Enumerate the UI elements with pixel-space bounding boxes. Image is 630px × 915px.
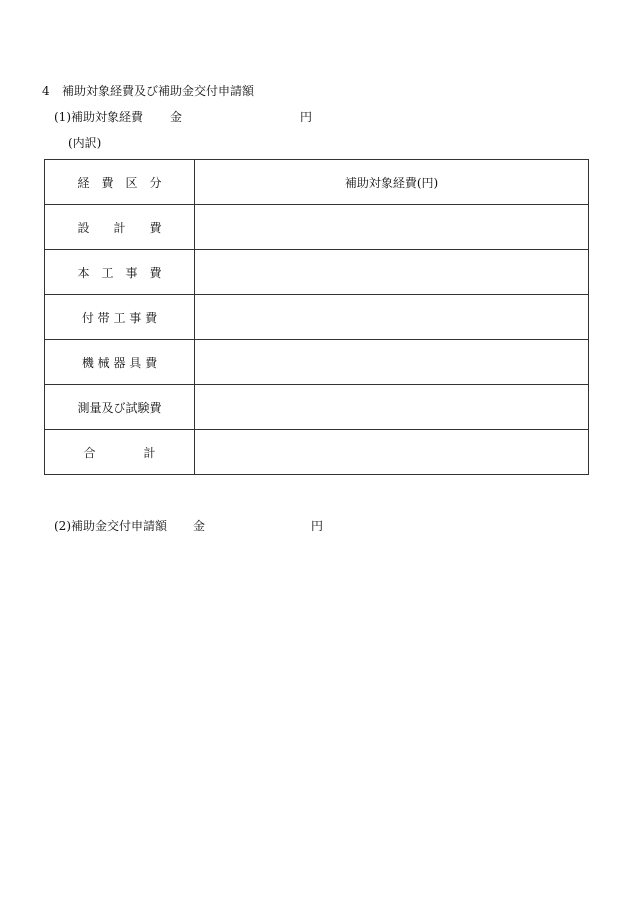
grant-request-prefix: 金 [193, 519, 206, 533]
grant-request-unit: 円 [311, 519, 324, 533]
row-amount [195, 340, 589, 385]
subsidy-cost-unit: 円 [300, 110, 313, 124]
table-row [45, 205, 589, 250]
row-category: 機 械 器 具 費 [45, 340, 195, 385]
breakdown-label: (内訳) [68, 136, 102, 150]
total-label: 合 計 [45, 430, 195, 475]
row-amount [195, 295, 589, 340]
row-category: 本 工 事 費 [45, 250, 195, 295]
section-heading [42, 84, 254, 98]
total-amount [195, 430, 589, 475]
table-row [45, 385, 589, 430]
row-amount [195, 205, 589, 250]
table-row [45, 295, 589, 340]
table-total-row [45, 430, 589, 475]
table-row [45, 340, 589, 385]
subsidy-cost-label: (1)補助対象経費 [54, 110, 143, 124]
grant-request-line [54, 519, 323, 533]
row-amount [195, 385, 589, 430]
grant-request-label: (2)補助金交付申請額 [54, 519, 167, 533]
header-amount: 補助対象経費(円) [195, 160, 589, 205]
subsidy-cost-prefix: 金 [170, 110, 183, 124]
row-amount [195, 250, 589, 295]
row-category: 測量及び試験費 [45, 385, 195, 430]
table-header-row [45, 160, 589, 205]
row-category: 付 帯 工 事 費 [45, 295, 195, 340]
cost-breakdown-table [44, 159, 589, 475]
section-number: 4 [42, 84, 50, 98]
subsidy-cost-line [54, 110, 312, 124]
section-title: 補助対象経費及び補助金交付申請額 [62, 84, 255, 98]
table-row [45, 250, 589, 295]
header-category: 経 費 区 分 [45, 160, 195, 205]
row-category: 設 計 費 [45, 205, 195, 250]
